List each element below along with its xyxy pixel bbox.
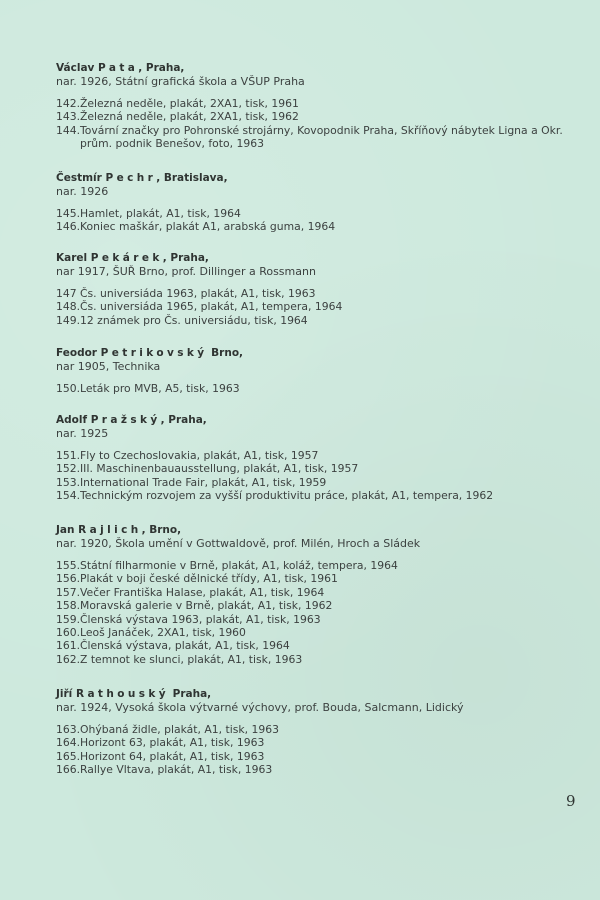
artist-surname: Rajlich — [78, 524, 142, 536]
work-text: Moravská galerie v Brně, plakát, A1, tisk, 1962 — [80, 599, 333, 613]
work-text: Leták pro MVB, A5, tisk, 1963 — [80, 382, 240, 395]
work-number: 151. — [56, 449, 81, 462]
work-text: Železná neděle, plakát, 2XA1, tisk, 1961 — [80, 97, 299, 110]
work-number: 158. — [56, 599, 81, 613]
work-text: Fly to Czechoslovakia, plakát, A1, tisk, 1957 — [80, 449, 319, 462]
artist-entry-rajlich — [56, 524, 576, 666]
work-number: 146. — [56, 220, 81, 234]
work-text: Ohýbaná židle, plakát, A1, tisk, 1963 — [80, 723, 279, 736]
artist-bio: nar. 1926 — [56, 185, 109, 198]
work-text: Železná neděle, plakát, 2XA1, tisk, 1962 — [80, 110, 299, 124]
work-item — [56, 639, 576, 652]
page-number: 9 — [566, 792, 576, 810]
work-number: 149. — [56, 313, 81, 327]
artist-bio: nar. 1926, Státní grafická škola a VŠUP Praha — [56, 75, 305, 88]
artist-name — [56, 252, 576, 265]
artist-entry-rathousky — [56, 688, 576, 777]
artist-surname: Pražský — [90, 414, 161, 426]
artist-name — [56, 524, 576, 537]
work-text: Leoš Janáček, 2XA1, tisk, 1960 — [80, 626, 246, 640]
artist-bio: nar 1917, ŠUŘ Brno, prof. Dillinger a Rossmann — [56, 265, 316, 278]
work-number: 150. — [56, 382, 81, 395]
work-text: Tovární značky pro Pohronské strojárny, Kovopodnik Praha, Skříňový nábytek Ligna a Okr. prům. podnik Benešov, foto, 1963 — [80, 123, 563, 151]
work-item — [56, 476, 576, 489]
work-number: 152. — [56, 462, 81, 476]
artist-city: , Bratislava, — [156, 172, 228, 184]
work-number: 153. — [56, 475, 81, 489]
works-list — [56, 382, 576, 395]
work-number: 166. — [56, 763, 81, 777]
work-text: Členská výstava 1963, plakát, A1, tisk, 1963 — [80, 612, 321, 626]
work-number: 155. — [56, 559, 81, 572]
work-item — [56, 613, 576, 626]
artist-entry-prazsky — [56, 414, 576, 503]
artist-city: , Praha, — [138, 62, 185, 74]
artist-first-name: Adolf — [56, 414, 88, 426]
work-text: International Trade Fair, plakát, A1, tisk, 1959 — [80, 475, 327, 489]
artist-bio: nar. 1925 — [56, 427, 109, 440]
work-item — [56, 750, 576, 763]
artist-bio: nar. 1920, Škola umění v Gottwaldově, prof. Milén, Hroch a Sládek — [56, 537, 421, 550]
work-item — [56, 462, 576, 475]
artist-name — [56, 62, 576, 75]
artist-entry-pata — [56, 62, 576, 151]
artist-first-name: Václav — [56, 62, 95, 74]
work-item — [56, 124, 576, 151]
artist-surname: Pata — [98, 62, 139, 74]
artist-first-name: Jan — [56, 524, 75, 536]
artist-entry-petrikovsky — [56, 347, 576, 395]
works-list — [56, 449, 576, 503]
work-item — [56, 599, 576, 612]
works-list — [56, 559, 576, 666]
artist-entry-pechr — [56, 172, 576, 234]
artist-name — [56, 688, 576, 701]
artist-city: , Praha, — [160, 414, 207, 426]
work-text: Rallye Vltava, plakát, A1, tisk, 1963 — [80, 763, 273, 777]
artist-name — [56, 414, 576, 427]
work-number: 157. — [56, 585, 81, 599]
work-text: Čs. universiáda 1965, plakát, A1, tempera, 1964 — [80, 300, 343, 314]
artist-first-name: Karel — [56, 252, 88, 264]
work-text: Koniec maškár, plakát A1, arabská guma, 1964 — [80, 220, 336, 234]
work-item — [56, 110, 576, 123]
work-number: 162. — [56, 652, 81, 666]
work-item — [56, 489, 576, 502]
work-number: 144. — [56, 123, 81, 137]
artist-city: Brno, — [207, 347, 244, 359]
work-text: 12 známek pro Čs. universiádu, tisk, 1964 — [80, 313, 308, 327]
work-text: Čs. universiáda 1963, plakát, A1, tisk, 1963 — [80, 287, 316, 300]
work-item — [56, 300, 576, 313]
artist-first-name: Jiří — [56, 688, 73, 700]
works-list — [56, 723, 576, 777]
work-number: 165. — [56, 749, 81, 763]
work-item — [56, 382, 576, 395]
work-text: Technickým rozvojem za vyšší produktivitu práce, plakát, A1, tempera, 1962 — [80, 489, 494, 503]
work-text: Z temnot ke slunci, plakát, A1, tisk, 1963 — [80, 652, 303, 666]
work-text: Státní filharmonie v Brně, plakát, A1, koláž, tempera, 1964 — [80, 559, 398, 572]
artist-city: , Brno, — [141, 524, 182, 536]
work-item — [56, 586, 576, 599]
works-list — [56, 97, 576, 151]
work-number: 154. — [56, 489, 81, 503]
artist-name — [56, 347, 576, 360]
work-item — [56, 626, 576, 639]
work-item — [56, 736, 576, 749]
work-number: 148. — [56, 300, 81, 314]
work-number: 160. — [56, 626, 81, 640]
work-item — [56, 653, 576, 666]
work-item — [56, 207, 576, 220]
work-text: Horizont 63, plakát, A1, tisk, 1963 — [80, 736, 265, 750]
works-list — [56, 207, 576, 234]
work-item — [56, 449, 576, 462]
work-item — [56, 287, 576, 300]
work-number: 142. — [56, 97, 81, 110]
work-number: 147 — [56, 287, 77, 300]
work-item — [56, 572, 576, 585]
work-number: 161. — [56, 639, 81, 653]
work-item — [56, 314, 576, 327]
work-number: 156. — [56, 572, 81, 586]
artist-surname: Pekárek — [90, 252, 163, 264]
artist-name — [56, 172, 576, 185]
work-text: Plakát v boji české dělnické třídy, A1, tisk, 1961 — [80, 572, 338, 586]
work-number: 143. — [56, 110, 81, 124]
artist-surname: Pechr — [105, 172, 157, 184]
artist-first-name: Čestmír — [56, 172, 102, 184]
work-item — [56, 723, 576, 736]
work-number: 145. — [56, 207, 81, 220]
work-text: Členská výstava, plakát, A1, tisk, 1964 — [80, 639, 290, 653]
work-text: Večer Františka Halase, plakát, A1, tisk, 1964 — [80, 585, 325, 599]
work-item — [56, 97, 576, 110]
artist-surname: Petrikovský — [100, 347, 208, 359]
artist-city: , Praha, — [162, 252, 209, 264]
work-text: Hamlet, plakát, A1, tisk, 1964 — [80, 207, 241, 220]
work-text: III. Maschinenbauausstellung, plakát, A1, tisk, 1957 — [80, 462, 359, 476]
artist-surname: Rathouský — [75, 688, 169, 700]
work-item — [56, 559, 576, 572]
artist-bio: nar. 1924, Vysoká škola výtvarné výchovy, prof. Bouda, Salcmann, Lidický — [56, 701, 464, 714]
works-list — [56, 287, 576, 327]
artist-first-name: Feodor — [56, 347, 97, 359]
work-text: Horizont 64, plakát, A1, tisk, 1963 — [80, 749, 265, 763]
work-item — [56, 220, 576, 233]
work-number: 163. — [56, 723, 81, 736]
work-number: 159. — [56, 612, 81, 626]
artist-bio: nar 1905, Technika — [56, 360, 161, 373]
artist-entry-pekarek — [56, 252, 576, 327]
artist-city: Praha, — [168, 688, 212, 700]
work-number: 164. — [56, 736, 81, 750]
work-item — [56, 763, 576, 776]
